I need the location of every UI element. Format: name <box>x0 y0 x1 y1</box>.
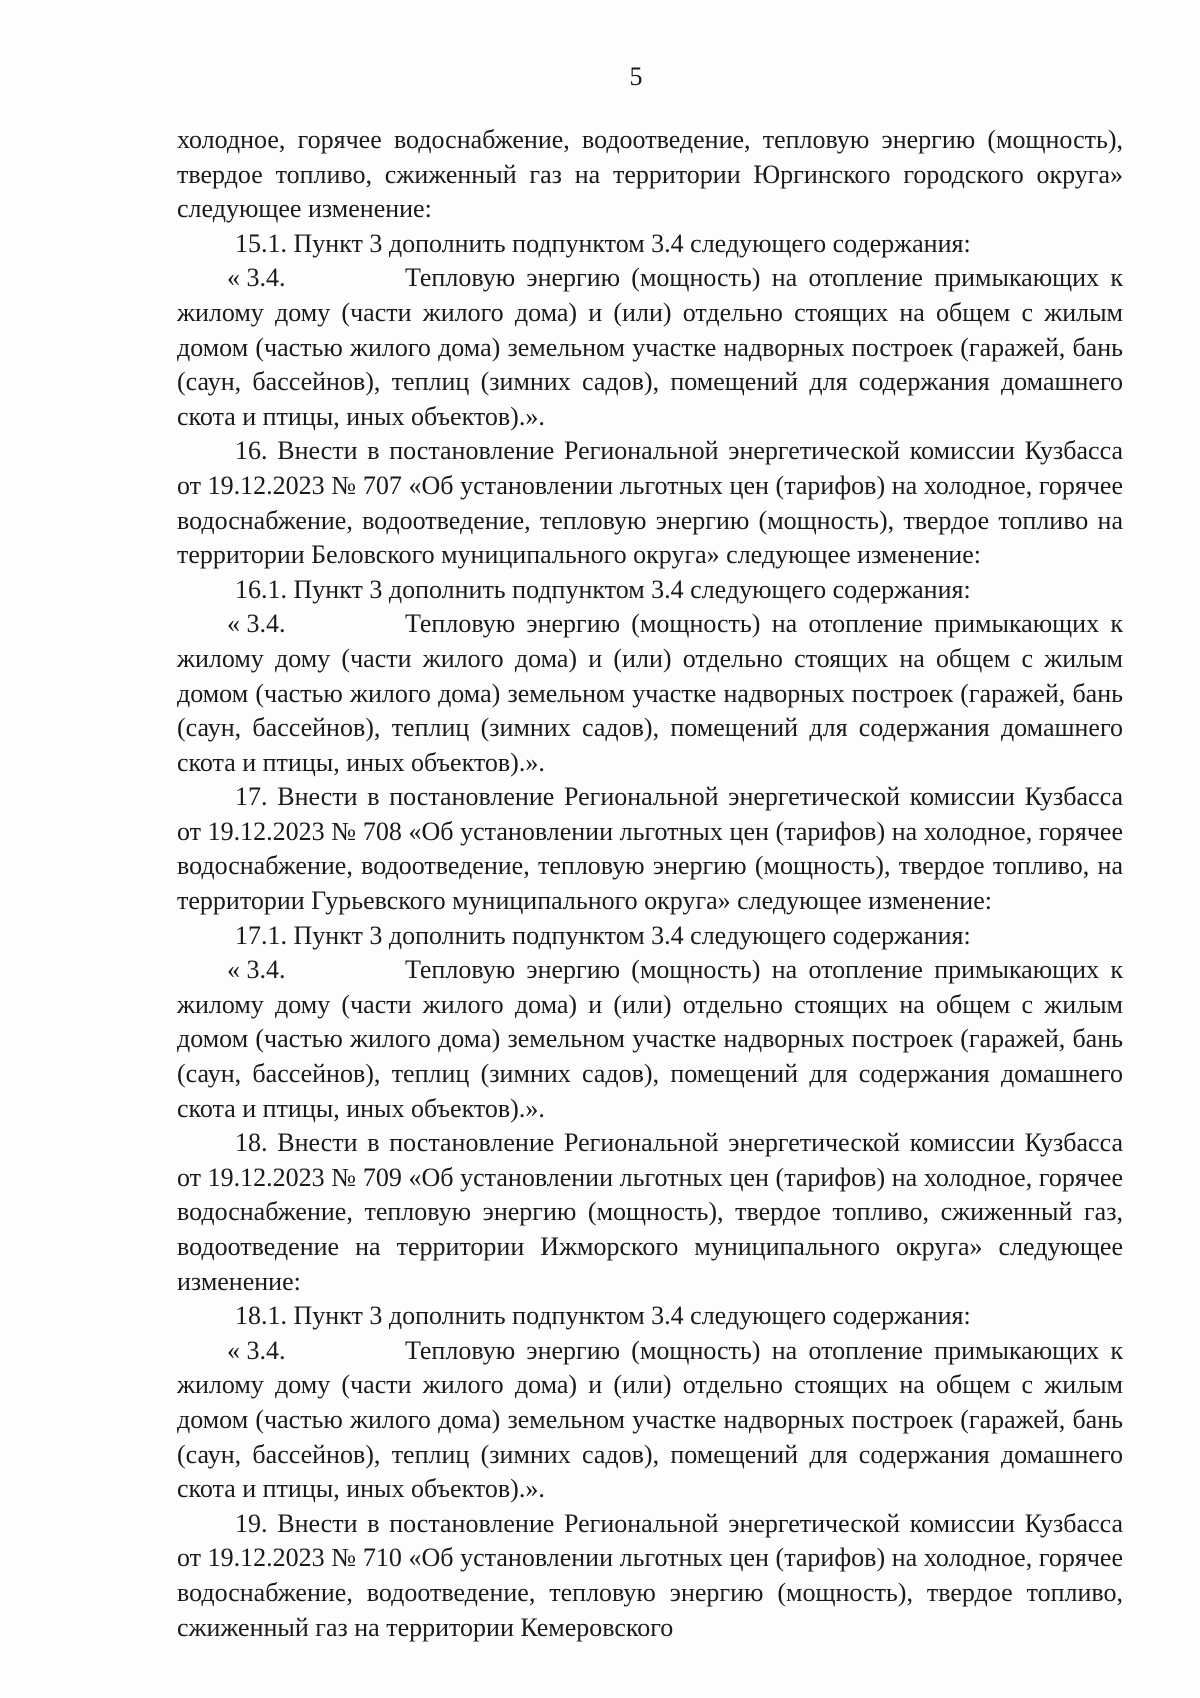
quote-text: Тепловую энергию (мощность) на отопление примыкающих к жилому дому (части жилого дома) и (или) отдельно стоящих на общем с жилым домом (частью жилого дома) земельном участке надворных построек (гаражей, бань (саун, бассейнов), теплиц (зимних садов), помещений для содержания домашнего скота и птицы, иных объектов).». <box>177 1335 1123 1504</box>
quote-lead: « 3.4. <box>227 955 286 985</box>
paragraph-subpoint-15-1: 15.1. Пункт 3 дополнить подпунктом 3.4 следующего содержания: <box>235 228 971 258</box>
quote-lead: « 3.4. <box>227 263 286 293</box>
paragraph-item-18: 18. Внести в постановление Региональной энергетической комиссии Кузбасса от 19.12.2023 № 709 «Об установлении льготных цен (тарифов) на холодное, горячее водоснабжение, тепловую энергию (мощность), твердое топливо, сжиженный газ, водоотведение на территории Ижморского муниципального округа» следующее изменение: <box>177 1128 1123 1296</box>
paragraph-quote-3-4 <box>177 607 1123 780</box>
quote-text: Тепловую энергию (мощность) на отопление примыкающих к жилому дому (части жилого дома) и (или) отдельно стоящих на общем с жилым домом (частью жилого дома) земельном участке надворных построек (гаражей, бань (саун, бассейнов), теплиц (зимних садов), помещений для содержания домашнего скота и птицы, иных объектов).». <box>177 955 1123 1123</box>
paragraph-continuation: холодное, горячее водоснабжение, водоотведение, тепловую энергию (мощность), твердое топливо, сжиженный газ на территории Юргинского городского округа» следующее изменение: <box>177 125 1123 224</box>
paragraph-quote-3-4 <box>177 261 1123 434</box>
document-body <box>177 123 1123 1645</box>
paragraph-subpoint-16-1: 16.1. Пункт 3 дополнить подпунктом 3.4 следующего содержания: <box>235 574 971 604</box>
paragraph-item-19: 19. Внести в постановление Региональной энергетической комиссии Кузбасса от 19.12.2023 № 710 «Об установлении льготных цен (тарифов) на холодное, горячее водоснабжение, водоотведение, тепловую энергию (мощность), твердое топливо, сжиженный газ на территории Кемеровского <box>177 1508 1123 1642</box>
paragraph-subpoint-18-1: 18.1. Пункт 3 дополнить подпунктом 3.4 следующего содержания: <box>235 1301 971 1331</box>
paragraph-quote-3-4 <box>177 1334 1123 1507</box>
paragraph-item-16: 16. Внести в постановление Региональной энергетической комиссии Кузбасса от 19.12.2023 № 707 «Об установлении льготных цен (тарифов) на холодное, горячее водоснабжение, водоотведение, тепловую энергию (мощность), твердое топливо на территории Беловского муниципального округа» следующее изменение: <box>177 436 1123 570</box>
paragraph-quote-3-4 <box>177 953 1123 1126</box>
paragraph-subpoint-17-1: 17.1. Пункт 3 дополнить подпунктом 3.4 следующего содержания: <box>235 920 971 950</box>
quote-lead: « 3.4. <box>227 609 286 639</box>
quote-lead: « 3.4. <box>227 1335 286 1365</box>
quote-text: Тепловую энергию (мощность) на отопление примыкающих к жилому дому (части жилого дома) и (или) отдельно стоящих на общем с жилым домом (частью жилого дома) земельном участке надворных построек (гаражей, бань (саун, бассейнов), теплиц (зимних садов), помещений для содержания домашнего скота и птицы, иных объектов).». <box>177 609 1123 777</box>
paragraph-item-17: 17. Внести в постановление Региональной энергетической комиссии Кузбасса от 19.12.2023 № 708 «Об установлении льготных цен (тарифов) на холодное, горячее водоснабжение, водоотведение, тепловую энергию (мощность), твердое топливо, на территории Гурьевского муниципального округа» следующее изменение: <box>177 782 1123 916</box>
page-number: 5 <box>629 62 643 91</box>
quote-text: Тепловую энергию (мощность) на отопление примыкающих к жилому дому (части жилого дома) и (или) отдельно стоящих на общем с жилым домом (частью жилого дома) земельном участке надворных построек (гаражей, бань (саун, бассейнов), теплиц (зимних садов), помещений для содержания домашнего скота и птицы, иных объектов).». <box>177 263 1123 431</box>
